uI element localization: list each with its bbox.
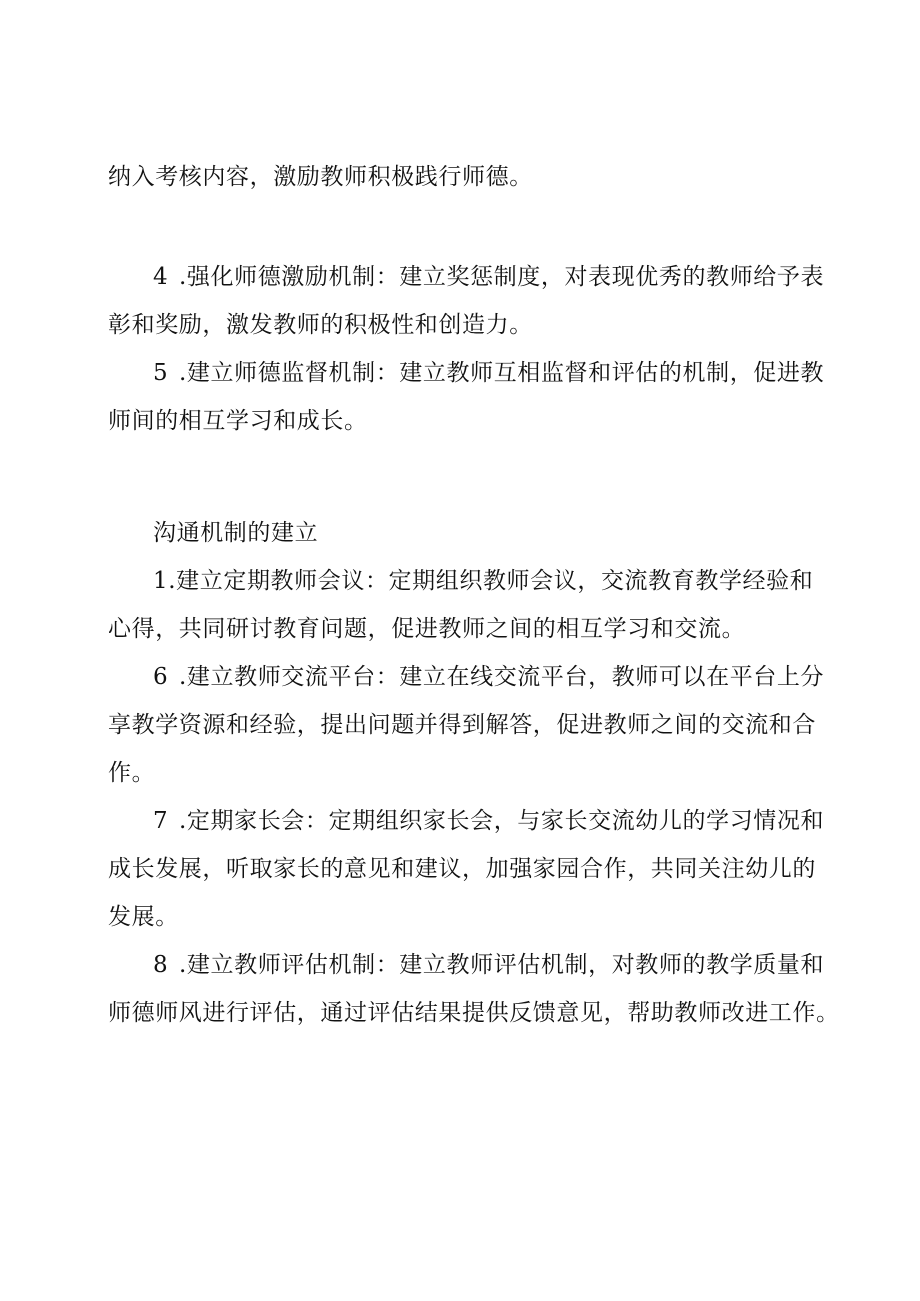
list-item-1-line-2: 心得，共同研讨教育问题，促进教师之间的相互学习和交流。: [108, 616, 746, 642]
list-item-7-text: .定期家长会：定期组织家长会，与家长交流幼儿的学习情况和: [179, 808, 825, 834]
list-item-7-number: 7: [153, 808, 169, 834]
paragraph-continuation: 纳入考核内容，激励教师积极践行师德。: [108, 164, 533, 190]
section-heading: 沟通机制的建立: [153, 520, 319, 546]
list-item-4-line-1: [153, 262, 824, 292]
list-item-4-line-2: 彰和奖励，激发教师的积极性和创造力。: [108, 312, 533, 338]
list-item-8-text: .建立教师评估机制：建立教师评估机制，对教师的教学质量和: [179, 952, 825, 978]
list-item-8-number: 8: [153, 952, 169, 978]
list-item-6-number: 6: [153, 664, 169, 690]
list-item-7-line-3: 发展。: [108, 904, 179, 930]
list-item-6-line-1: [153, 662, 824, 692]
list-item-7-line-2: 成长发展，听取家长的意见和建议，加强家园合作，共同关注幼儿的: [108, 856, 816, 882]
list-item-6-line-3: 作。: [108, 760, 156, 786]
list-item-7-line-1: [153, 806, 824, 836]
list-item-8-line-2: 师德师风进行评估，通过评估结果提供反馈意见，帮助教师改进工作。: [108, 1000, 840, 1026]
list-item-6-line-2: 享教学资源和经验，提出问题并得到解答，促进教师之间的交流和合: [108, 712, 816, 738]
list-item-5-text: .建立师德监督机制：建立教师互相监督和评估的机制，促进教: [179, 360, 825, 386]
list-item-6-text: .建立教师交流平台：建立在线交流平台，教师可以在平台上分: [179, 664, 825, 690]
list-item-1-line-1: 1.建立定期教师会议：定期组织教师会议，交流教育教学经验和: [153, 568, 814, 594]
list-item-5-line-1: [153, 358, 824, 388]
list-item-8-line-1: [153, 950, 824, 980]
list-item-5-number: 5: [153, 360, 169, 386]
list-item-4-number: 4: [153, 264, 169, 290]
list-item-5-line-2: 师间的相互学习和成长。: [108, 408, 368, 434]
list-item-4-text: .强化师德激励机制：建立奖惩制度，对表现优秀的教师给予表: [179, 264, 825, 290]
